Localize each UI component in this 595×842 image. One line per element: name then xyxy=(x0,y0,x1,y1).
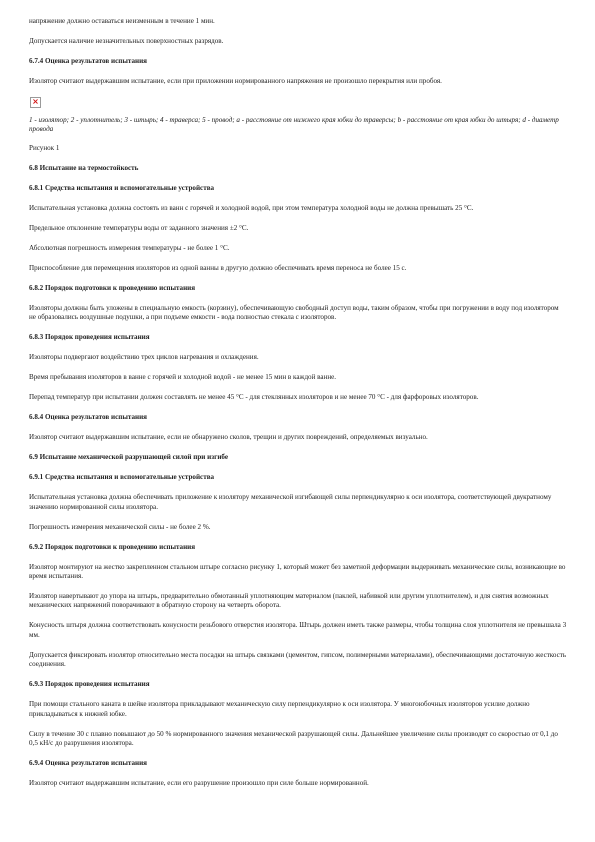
paragraph: Предельное отклонение температуры воды от заданного значения ±2 °С. xyxy=(29,223,249,232)
paragraph: Абсолютная погрешность измерения температуры - не более 1 °С. xyxy=(29,243,230,252)
section-heading: 6.9 Испытание механической разрушающей силой при изгибе xyxy=(29,453,229,462)
paragraph: напряжение должно оставаться неизменным в течение 1 мин. xyxy=(29,17,215,25)
figure-caption: Рисунок 1 xyxy=(29,143,60,152)
section-heading: 6.7.4 Оценка результатов испытания xyxy=(29,57,148,65)
paragraph: Изоляторы подвергают воздействию трех циклов нагревания и охлаждения. xyxy=(29,353,259,362)
section-heading: 6.9.1 Средства испытания и вспомогательные устройства xyxy=(29,473,215,482)
section-heading: 6.8 Испытание на термостойкость xyxy=(29,163,139,172)
paragraph: Испытательная установка должна обеспечивать приложение к изолятору механической изгибающей силы перпендикулярно к оси изолятора, соответствующей двукратному значению нормированной силы изолятора. xyxy=(29,493,552,511)
broken-image-icon: × xyxy=(30,97,41,108)
section-heading: 6.9.2 Порядок подготовки к проведению испытания xyxy=(29,542,196,551)
paragraph: Изолятор монтируют на жестко закрепленном стальном штыре согласно рисунку 1, который может без заметной деформации выдерживать механические силы, возникающие во время испытания. xyxy=(29,562,566,581)
figure-legend: 1 - изолятор; 2 - уплотнитель; 3 - штырь; 4 - траверса; 5 - провод; a - расстояние от нижнего края юбки до траверсы; b - расстояние от края юбки до штыря; d - диаметр провода xyxy=(29,116,559,134)
paragraph: Изоляторы должны быть уложены в специальную емкость (корзину), обеспечивающую свободный доступ воды, таким образом, чтобы при погружении в воду под изолятором не образовались воздушные подушки, а при подъеме емкости - вода полностью стекала с изоляторов. xyxy=(29,303,559,322)
paragraph: Изолятор навертывают до упора на штырь, предварительно обмотанный уплотняющим материалом (паклей, набивкой или другим уплотнителем), и для снятия возможных механических напряжений поворачивают в обратную сторону на четверть оборота. xyxy=(29,592,549,610)
paragraph: Силу в течение 30 с плавно повышают до 50 % нормированного значения механической разрушающей силы. Дальнейшее увеличение силы производят со скоростью от 0,1 до 0,5 кН/с до разрушения изолятора. xyxy=(29,729,558,748)
section-heading: 6.9.3 Порядок проведения испытания xyxy=(29,680,150,689)
paragraph: Испытательная установка должна состоять из ванн с горячей и холодной водой, при этом температура холодной воды не должна превышать 25 °С. xyxy=(29,203,474,212)
section-heading: 6.8.3 Порядок проведения испытания xyxy=(29,333,150,342)
paragraph: Допускается фиксировать изолятор относительно места посадки на штырь связками (цементом, гипсом, полимерными материалами), обеспечивающими достаточную жесткость соединения. xyxy=(29,650,567,669)
paragraph: Допускается наличие незначительных поверхностных разрядов. xyxy=(29,37,224,45)
paragraph: Конусность штыря должна соответствовать конусности резьбового отверстия изолятора. Штырь должен иметь также размеры, чтобы толщина слоя уплотнителя не превышала 3 мм. xyxy=(29,621,567,639)
paragraph: Время пребывания изоляторов в ванне с горячей и холодной водой - не менее 15 мин в каждой ванне. xyxy=(29,373,337,382)
section-heading: 6.8.2 Порядок подготовки к проведению испытания xyxy=(29,283,196,292)
paragraph: Перепад температур при испытании должен составлять не менее 45 °С - для стеклянных изоляторов и не менее 70 °С - для фарфоровых изоляторов. xyxy=(29,393,479,402)
section-heading: 6.8.1 Средства испытания и вспомогательные устройства xyxy=(29,183,215,192)
paragraph: При помощи стального каната в шейке изолятора прикладывают механическую силу перпендикулярно к оси изолятора. У многоюбочных изоляторов усилие должно прикладываться к нижней юбке. xyxy=(29,700,530,718)
paragraph: Погрешность измерения механической силы - не более 2 %. xyxy=(29,522,211,531)
paragraph: Изолятор считают выдержавшим испытание, если при приложении нормированного напряжения не произошло перекрытия или пробоя. xyxy=(29,77,442,85)
paragraph: Изолятор считают выдержавшим испытание, если не обнаружено сколов, трещин и других повреждений, определяемых визуально. xyxy=(29,433,428,442)
paragraph: Приспособление для перемещения изоляторов из одной ванны в другую должно обеспечивать время переноса не более 15 с. xyxy=(29,263,407,272)
section-heading: 6.8.4 Оценка результатов испытания xyxy=(29,413,148,422)
section-heading: 6.9.4 Оценка результатов испытания xyxy=(29,759,148,768)
paragraph: Изолятор считают выдержавшим испытание, если его разрушение произошло при силе больше нормированной. xyxy=(29,779,369,788)
document-body xyxy=(29,17,567,799)
